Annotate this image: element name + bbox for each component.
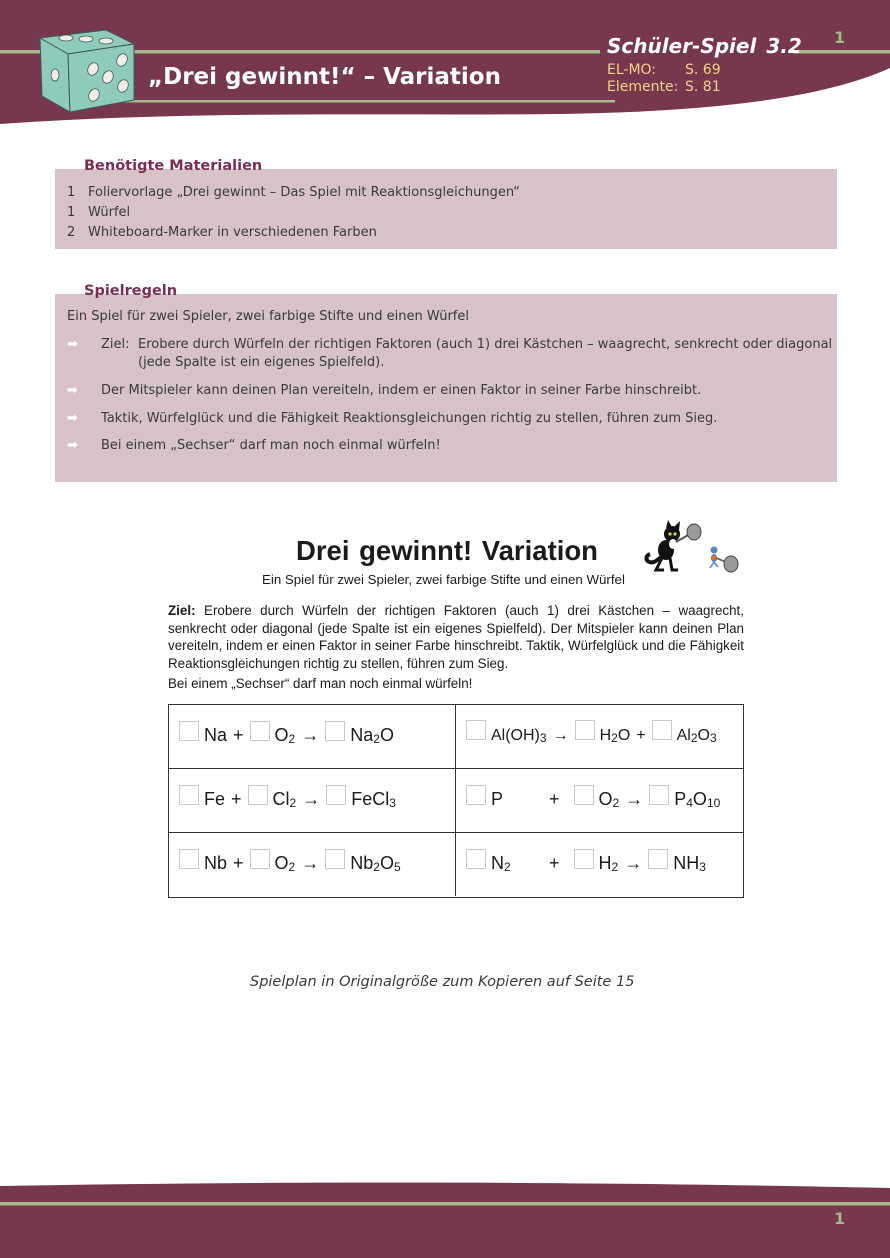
page-header bbox=[0, 0, 890, 130]
materials-item: 1 Foliervorlage „Drei gewinnt – Das Spiel mit Reaktionsgleichungen“ bbox=[67, 185, 520, 200]
rules-box bbox=[55, 294, 837, 482]
board-cell bbox=[169, 833, 456, 896]
footer-banner bbox=[0, 1180, 890, 1258]
series-title bbox=[607, 34, 802, 58]
equation: Fe + $Cl_2$ → FeCl$_3$ bbox=[179, 789, 396, 810]
coefficient-box[interactable] bbox=[466, 785, 486, 805]
board-cell bbox=[456, 705, 743, 769]
mouse-icon bbox=[710, 547, 738, 573]
coefficient-box[interactable] bbox=[652, 720, 672, 740]
materials-item: 1 Würfel bbox=[67, 205, 131, 220]
coefficient-box[interactable] bbox=[649, 785, 669, 805]
cat-icon bbox=[647, 520, 701, 570]
game-six-rule: Bei einem „Sechser“ darf man noch einmal würfeln! bbox=[168, 676, 473, 691]
rule-item: ➡ Ziel: Erobere durch Würfeln der richtigen Faktoren (auch 1) drei Kästchen – waagrecht, senkrecht oder diagonal (jede Spalte ist ein eigenes Spielfeld). bbox=[67, 337, 833, 370]
series-name: Schüler-Spiel bbox=[607, 34, 757, 58]
arrow-right-icon: ➡ bbox=[67, 337, 78, 352]
ref-el-mo: EL-MO: S. 69 bbox=[607, 62, 721, 78]
materials-heading: Benötigte Materialien bbox=[84, 158, 263, 174]
game-board bbox=[168, 704, 744, 898]
coefficient-box[interactable] bbox=[179, 849, 199, 869]
board-cell bbox=[169, 769, 456, 833]
page-title: „Drei gewinnt!“ – Variation bbox=[148, 64, 501, 90]
coefficient-box[interactable] bbox=[248, 785, 268, 805]
header-page-number: 1 bbox=[834, 28, 846, 47]
coefficient-box[interactable] bbox=[466, 720, 486, 740]
coefficient-box[interactable] bbox=[326, 785, 346, 805]
arrow-right-icon: ➡ bbox=[67, 438, 78, 453]
coefficient-box[interactable] bbox=[325, 849, 345, 869]
rule-item: ➡ Taktik, Würfelglück und die Fähigkeit Reaktionsgleichungen richtig zu stellen, führen zum Sieg. bbox=[67, 411, 718, 426]
board-cell bbox=[456, 769, 743, 833]
rules-intro: Ein Spiel für zwei Spieler, zwei farbige Stifte und einen Würfel bbox=[67, 309, 469, 324]
arrow-right-icon: ➡ bbox=[67, 411, 78, 426]
rules-heading: Spielregeln bbox=[84, 283, 178, 299]
game-title: Drei gewinnt! Variation bbox=[296, 535, 598, 566]
coefficient-box[interactable] bbox=[574, 785, 594, 805]
equation: P + $O_2$ → $P_4O_{10}$ bbox=[466, 789, 720, 810]
materials-box bbox=[55, 169, 837, 249]
footnote: Spielplan in Originalgröße zum Kopieren auf Seite 15 bbox=[250, 974, 635, 990]
rule-item: ➡ Bei einem „Sechser“ darf man noch einmal würfeln! bbox=[67, 438, 441, 453]
game-goal: Ziel: Erobere durch Würfeln der richtigen Faktoren (auch 1) drei Kästchen – waagrecht, senkrecht oder diagonal (jede Spalte ist ein eigenes Spielfeld). Der Mitspieler kann deinen Plan vereiteln, indem er einen Faktor in seiner Farbe hinschreibt. Taktik, Würfelglück und die Fähigkeit Reaktionsgleichungen richtig zu stellen, führen zum Sieg. bbox=[168, 603, 744, 671]
coefficient-box[interactable] bbox=[179, 721, 199, 741]
series-number: 3.2 bbox=[766, 34, 802, 58]
cat-mouse-hammer-illustration bbox=[642, 520, 742, 578]
footer-page-number: 1 bbox=[834, 1209, 846, 1228]
ref-elemente: Elemente: S. 81 bbox=[607, 79, 721, 95]
materials-list bbox=[67, 183, 520, 243]
coefficient-box[interactable] bbox=[250, 849, 270, 869]
dice-icon bbox=[38, 24, 138, 114]
equation: $Al(OH)_3$ → $H_2O$ + $Al_2O_3$ bbox=[466, 725, 717, 745]
coefficient-box[interactable] bbox=[648, 849, 668, 869]
coefficient-box[interactable] bbox=[250, 721, 270, 741]
equation: Nb + $O_2$ → $Nb_2O_5$ bbox=[179, 853, 401, 874]
arrow-right-icon: ➡ bbox=[67, 383, 78, 398]
equation: $N_2$ + $H_2$ → $NH_3$ bbox=[466, 853, 706, 874]
rule-item: ➡ Der Mitspieler kann deinen Plan vereiteln, indem er einen Faktor in seiner Farbe hinschreibt. bbox=[67, 383, 702, 398]
board-cell bbox=[169, 705, 456, 769]
coefficient-box[interactable] bbox=[574, 849, 594, 869]
materials-item: 2 Whiteboard-Marker in verschiedenen Farben bbox=[67, 225, 377, 240]
game-subtitle: Ein Spiel für zwei Spieler, zwei farbige Stifte und einen Würfel bbox=[262, 572, 625, 587]
equation: Na + $O_2$ → $Na_2O$ bbox=[179, 725, 394, 746]
coefficient-box[interactable] bbox=[325, 721, 345, 741]
coefficient-box[interactable] bbox=[179, 785, 199, 805]
coefficient-box[interactable] bbox=[575, 720, 595, 740]
board-cell bbox=[456, 833, 743, 896]
coefficient-box[interactable] bbox=[466, 849, 486, 869]
